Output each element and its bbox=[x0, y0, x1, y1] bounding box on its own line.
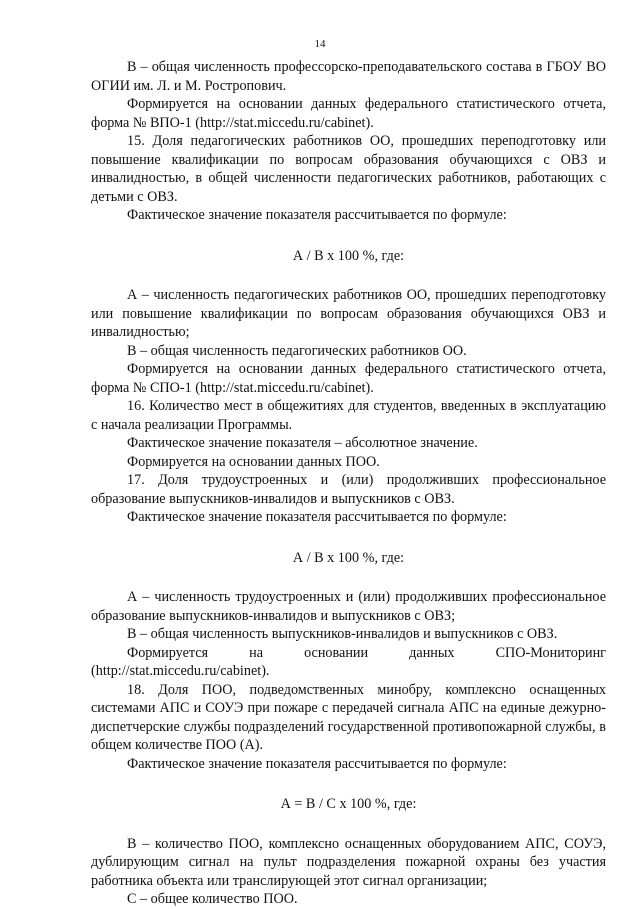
paragraph: Фактическое значение показателя рассчитывается по формуле: bbox=[127, 755, 507, 772]
paragraph: А – численность трудоустроенных и (или) продолживших профессиональное образование выпускников-инвалидов и выпускников с ОВЗ; bbox=[91, 589, 606, 624]
paragraph: В – общая численность выпускников-инвалидов и выпускников с ОВЗ. bbox=[127, 626, 558, 642]
page-number: 14 bbox=[314, 38, 326, 50]
formula: А / В х 100 %, где: bbox=[292, 549, 405, 566]
paragraph: 15. Доля педагогических работников ОО, прошедших переподготовку или повышение квалификации по вопросам образования обучающихся с ОВЗ и инвалидностью, в общей численности педагогических работников, работающих с детьми с ОВЗ. bbox=[91, 133, 606, 205]
paragraph: Формируется на основании данных ПОО. bbox=[127, 453, 380, 470]
formula: А / В х 100 %, где: bbox=[292, 247, 405, 264]
document-body bbox=[91, 58, 606, 909]
paragraph: Формируется на основании данных федерального статистического отчета, форма № СПО-1 (http://stat.miccedu.ru/cabinet). bbox=[91, 361, 606, 396]
paragraph: Формируется на основании данных СПО-Мониторинг bbox=[127, 644, 606, 661]
paragraph: А – численность педагогических работников ОО, прошедших переподготовку или повышение квалификации по вопросам образования обучающихся ОВЗ и инвалидностью; bbox=[91, 287, 606, 340]
paragraph: Формируется на основании данных федерального статистического отчета, форма № ВПО-1 (http://stat.miccedu.ru/cabinet). bbox=[91, 96, 606, 131]
formula: А = В / С х 100 %, где: bbox=[280, 796, 417, 812]
paragraph: В – общая численность педагогических работников ОО. bbox=[127, 342, 467, 359]
paragraph: В – количество ПОО, комплексно оснащенных оборудованием АПС, СОУЭ, дублирующим сигнал на пульт подразделения пожарной охраны без участия работника объекта или транслирующей этот сигнал организации; bbox=[91, 835, 606, 889]
paragraph: 17. Доля трудоустроенных и (или) продолживших профессиональное образование выпускников-инвалидов и выпускников с ОВЗ. bbox=[91, 472, 606, 507]
link-text: (http://stat.miccedu.ru/cabinet). bbox=[91, 663, 270, 679]
paragraph: С – общее количество ПОО. bbox=[127, 891, 298, 907]
paragraph: В – общая численность профессорско-преподавательского состава в ГБОУ ВО ОГИИ им. Л. и М. Ростропович. bbox=[91, 59, 606, 94]
paragraph: 18. Доля ПОО, подведомственных минобру, комплексно оснащенных системами АПС и СОУЭ при пожаре с передачей сигнала АПС на единые дежурно-диспетчерские службы подразделений государственной противопожарной службы, в общем количестве ПОО (А). bbox=[91, 681, 606, 753]
paragraph: Фактическое значение показателя рассчитывается по формуле: bbox=[127, 509, 507, 525]
paragraph: Фактическое значение показателя рассчитывается по формуле: bbox=[127, 207, 507, 223]
paragraph: 16. Количество мест в общежитиях для студентов, введенных в эксплуатацию с начала реализации Программы. bbox=[91, 398, 606, 433]
paragraph: Фактическое значение показателя – абсолютное значение. bbox=[127, 435, 478, 451]
